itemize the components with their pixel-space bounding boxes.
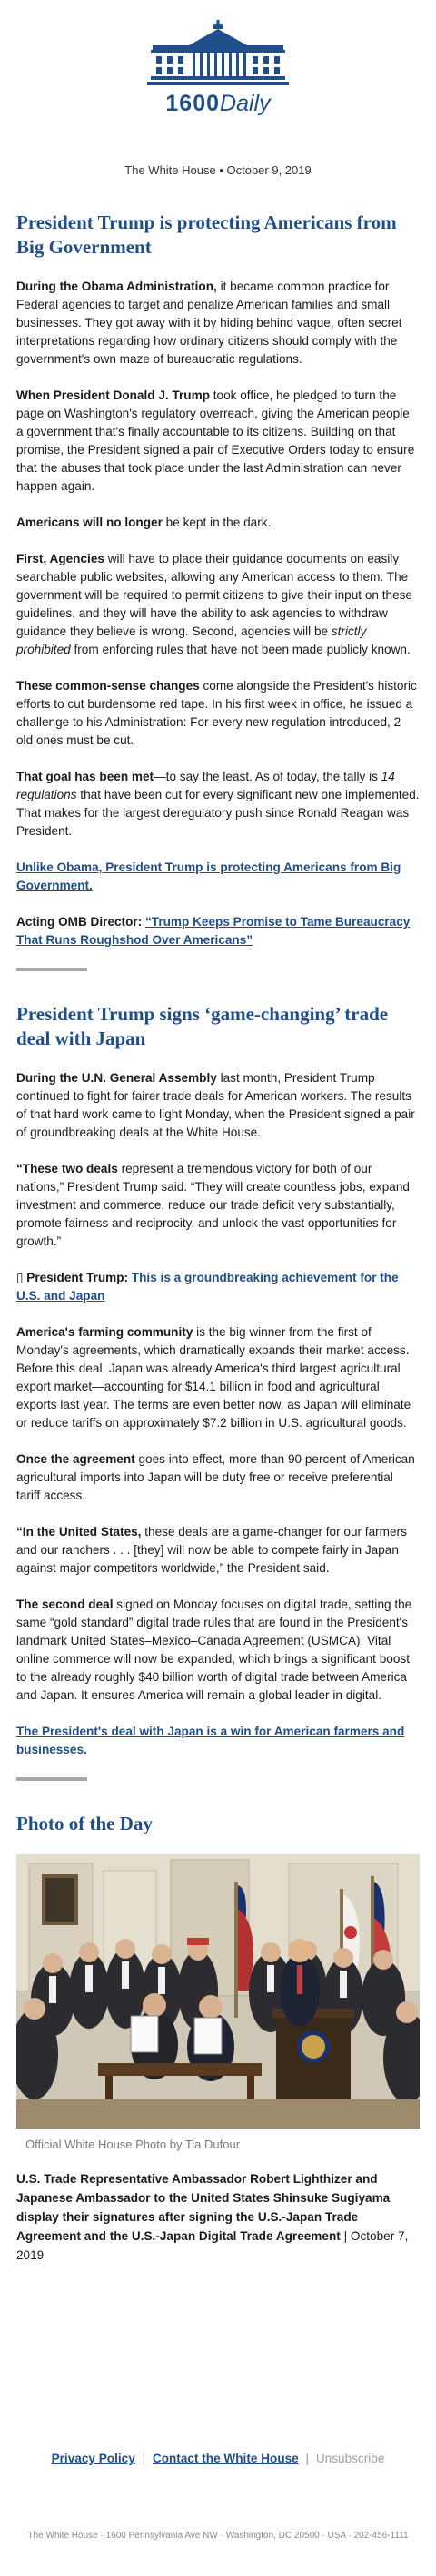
- story1-p3-lead: Americans will no longer: [16, 516, 163, 529]
- story1-p4-italic: strictly prohibited: [16, 624, 367, 656]
- story1-p4-end: from enforcing rules that have not been made publicly known.: [70, 643, 411, 656]
- story2-p3-lead: President Trump:: [23, 1271, 132, 1284]
- story2-p7-text: signed on Monday focuses on digital trade, setting the same “gold standard” digital trade rules that are found in the President's landmark United States–Mexico–Canada Agreement (USMCA). Vital online commerce will now be expanded, which brings a significant boost to the already roughly $40 billion worth of digital trade between America and Japan. It ensures America will remain a global leader in digital.: [16, 1598, 412, 1702]
- story1-omb-lead: Acting OMB Director:: [16, 915, 145, 929]
- story2-p1-lead: During the U.N. General Assembly: [16, 1071, 217, 1085]
- story2-paragraph-6: [16, 1523, 420, 1578]
- story2-link-paragraph: [16, 1723, 420, 1759]
- story1-link-omb[interactable]: “Trump Keeps Promise to Tame Bureaucracy That Runs Roughshod Over Americans”: [16, 915, 411, 947]
- story1-p6-italic: 14 regulations: [16, 770, 395, 801]
- story2-paragraph-7: [16, 1596, 420, 1705]
- story1-p4-text: will have to place their guidance documents on easily searchable public websites, allowing any American access to them. The government will be required to permit citizens to give their input on these guidelines, and they will have the ability to ask agencies to withdraw guidance they believe is wrong. Second, agencies will be: [16, 552, 412, 638]
- story1-paragraph-6: [16, 768, 420, 841]
- story2-p2-text: represent a tremendous victory for both of our nations,” President Trump said. “They will create countless jobs, expand investment and commerce, reduce our trade deficit very substantially, promote fairness and reciprocity, and unlock the vast opportunities for growth.”: [16, 1162, 410, 1248]
- story1-p2-lead: When President Donald J. Trump: [16, 388, 210, 402]
- story2-p5-lead: Once the agreement: [16, 1452, 135, 1466]
- story2-link-japan-deal[interactable]: The President's deal with Japan is a win for American farmers and businesses.: [16, 1725, 405, 1756]
- story1-p5-lead: These common-sense changes: [16, 679, 200, 693]
- story1-p1-lead: During the Obama Administration,: [16, 280, 217, 293]
- brand-number: 1600: [165, 91, 221, 116]
- footer-address: The White House · 1600 Pennsylvania Ave NW · Washington, DC 20500 · USA · 202-456-1111: [27, 2531, 409, 2541]
- story1-paragraph-4: [16, 550, 420, 659]
- unsubscribe-link[interactable]: Unsubscribe: [315, 2452, 385, 2465]
- story1-p5-text: come alongside the President's historic efforts to cut burdensome red tape. In his first week in office, he issued a challenge to his Administration: For every new regulation introduced, 2 old ones must be cut.: [16, 679, 417, 747]
- story2-p6-lead: “In the United States,: [16, 1525, 142, 1539]
- story2-paragraph-2: [16, 1160, 420, 1251]
- brand-word: Daily: [220, 91, 271, 116]
- photo-of-the-day: [16, 1854, 420, 2129]
- photo-signing-ceremony: [16, 1854, 420, 2129]
- photo-caption: [16, 2169, 420, 2265]
- section-divider: [16, 968, 87, 971]
- story2-p5-text: goes into effect, more than 90 percent of American agricultural imports into Japan will be duty free or receive preferential tariff access.: [16, 1452, 415, 1502]
- story1-p2-text: took office, he pledged to turn the page on Washington's regulatory overreach, giving the American people a government that's finally accountable to its citizens. Building on that promise, the President signed a pair of Executive Orders today to ensure that the abuses that took place under the last Administration can never happen again.: [16, 388, 415, 493]
- newsletter-body: [16, 211, 420, 2265]
- photo-caption-bold: U.S. Trade Representative Ambassador Robert Lighthizer and Japanese Ambassador to the United States Shinsuke Sugiyama display their signatures after signing the U.S.-Japan Trade Agreement and the U.S.-Japan Digital Trade Agreement: [16, 2172, 391, 2243]
- story1-p6-end: that have been cut for every significant new one implemented. That makes for the largest deregulatory push since Ronald Reagan was President.: [16, 788, 420, 838]
- dateline: The White House • October 9, 2019: [124, 163, 312, 177]
- story1-p3-text: be kept in the dark.: [162, 516, 272, 529]
- story2-paragraph-1: [16, 1069, 420, 1142]
- story2-paragraph-5: [16, 1450, 420, 1505]
- story1-p6-text: —to say the least. As of today, the tally is: [154, 770, 382, 783]
- story2-headline: President Trump signs ‘game-changing’ trade deal with Japan: [16, 1003, 389, 1049]
- footer-links: [0, 2452, 436, 2465]
- story2-paragraph-4: [16, 1323, 420, 1432]
- photo-credit: Official White House Photo by Tia Dufour: [25, 2138, 241, 2151]
- contact-white-house-link[interactable]: Contact the White House: [152, 2452, 299, 2465]
- section-divider: [16, 1777, 87, 1781]
- footer-separator: |: [142, 2452, 146, 2465]
- story1-paragraph-3: [16, 514, 420, 532]
- story1-paragraph-5: [16, 677, 420, 750]
- story1-p6-lead: That goal has been met: [16, 770, 154, 783]
- story2-p4-lead: America's farming community: [16, 1325, 193, 1339]
- story1-paragraph-omb: [16, 913, 420, 949]
- story1-paragraph-2: [16, 387, 420, 496]
- story2-p2-lead: “These two deals: [16, 1162, 118, 1175]
- story2-p4-text: is the big winner from the first of Monday's agreements, which dramatically expands their market access. Before this deal, Japan was already America's third largest agricultural export market—accounting for $14.1 billion in food and agricultural exports last year. The terms are even better now, as Japan will eliminate or reduce tariffs on approximately $7.2 billion in U.S. agricultural goods.: [16, 1325, 411, 1430]
- story1-p1-text: it became common practice for Federal agencies to target and penalize American families and small businesses. They got away with it by hiding behind vague, often secret interpretations regarding how ordinary citizens should comply with the government's own maze of bureaucratic regulations.: [16, 280, 402, 366]
- story2-link-achievement[interactable]: This is a groundbreaking achievement for the U.S. and Japan: [16, 1271, 399, 1303]
- video-icon: ▯: [16, 1271, 24, 1284]
- story2-p6-text: these deals are a game-changer for our farmers and our ranchers . . . [they] will now be able to compete fairly in Japan against major competitors worldwide,” the President said.: [16, 1525, 407, 1575]
- white-house-icon: [147, 20, 289, 91]
- photo-caption-date: | October 7, 2019: [16, 2229, 409, 2262]
- photo-headline: Photo of the Day: [16, 1813, 153, 1834]
- story2-p1-text: last month, President Trump continued to fight for fairer trade deals for American workers. The results of that hard work came to light Monday, when the President signed a pair of groundbreaking deals at the White House.: [16, 1071, 415, 1139]
- story2-p7-lead: The second deal: [16, 1598, 114, 1611]
- story1-link-paragraph: [16, 859, 420, 895]
- brand-wordmark: [0, 91, 436, 117]
- privacy-policy-link[interactable]: Privacy Policy: [51, 2452, 135, 2465]
- story1-p4-lead: First, Agencies: [16, 552, 104, 565]
- footer-separator: |: [305, 2452, 310, 2465]
- story2-paragraph-3: [16, 1269, 420, 1305]
- story1-link-big-government[interactable]: Unlike Obama, President Trump is protecting Americans from Big Government.: [16, 860, 401, 892]
- story1-paragraph-1: [16, 278, 420, 369]
- story1-headline: President Trump is protecting Americans from Big Government: [16, 211, 397, 258]
